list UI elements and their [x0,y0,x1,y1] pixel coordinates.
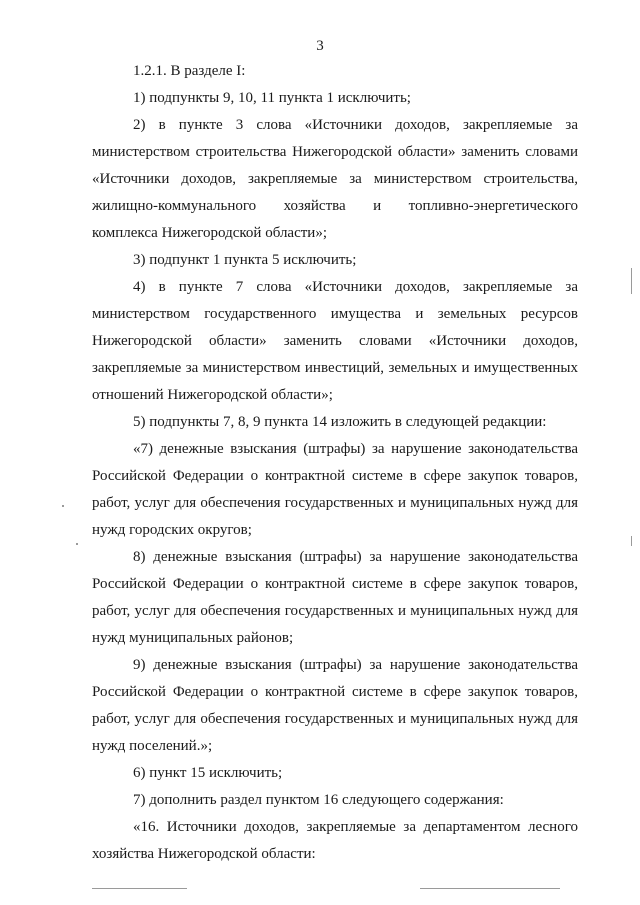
text-line: отношений Нижегородской области»; [92,387,333,403]
text-line: нужд городских округов; [92,522,252,538]
text-line: 7) дополнить раздел пунктом 16 следующего содержания: [133,792,504,808]
text-line: 6) пункт 15 исключить; [133,765,283,781]
text-line: работ, услуг для обеспечения государственных и муниципальных нужд для [92,711,578,727]
page-number: 3 [316,38,324,54]
scan-mark [420,888,560,889]
text-line: «16. Источники доходов, закрепляемые за департаментом лесного [133,819,578,835]
text-line: Российской Федерации о контрактной системе в сфере закупок товаров, [92,468,578,484]
scan-mark [62,505,64,507]
text-line: работ, услуг для обеспечения государственных и муниципальных нужд для [92,603,578,619]
text-line: хозяйства Нижегородской области: [92,846,316,862]
text-line: 2) в пункте 3 слова «Источники доходов, закрепляемые за [133,117,578,133]
text-line: министерством строительства Нижегородской области» заменить словами [92,144,578,160]
scan-mark [631,268,632,294]
text-line: нужд муниципальных районов; [92,630,294,646]
scan-mark [631,536,632,546]
text-line: Нижегородской области» заменить словами «Источники доходов, [92,333,578,349]
text-line: жилищно-коммунального хозяйства и топливно-энергетического [92,198,578,214]
text-line: комплекса Нижегородской области»; [92,225,327,241]
text-line: 8) денежные взыскания (штрафы) за нарушение законодательства [133,549,578,565]
scan-mark [92,888,187,889]
scan-mark [76,543,78,545]
text-line: министерством государственного имущества и земельных ресурсов [92,306,578,322]
text-line: 1.2.1. В разделе I: [133,63,246,79]
text-line: Российской Федерации о контрактной системе в сфере закупок товаров, [92,576,578,592]
text-line: «Источники доходов, закрепляемые за министерством строительства, [92,171,578,187]
text-line: закрепляемые за министерством инвестиций, земельных и имущественных [92,360,578,376]
text-line: 5) подпункты 7, 8, 9 пункта 14 изложить в следующей редакции: [133,414,547,430]
text-line: «7) денежные взыскания (штрафы) за нарушение законодательства [133,441,578,457]
text-line: нужд поселений.»; [92,738,213,754]
text-line: работ, услуг для обеспечения государственных и муниципальных нужд для [92,495,578,511]
text-line: 9) денежные взыскания (штрафы) за нарушение законодательства [133,657,578,673]
text-line: 1) подпункты 9, 10, 11 пункта 1 исключить; [133,90,411,106]
text-line: Российской Федерации о контрактной системе в сфере закупок товаров, [92,684,578,700]
text-line: 3) подпункт 1 пункта 5 исключить; [133,252,357,268]
text-line: 4) в пункте 7 слова «Источники доходов, закрепляемые за [133,279,578,295]
